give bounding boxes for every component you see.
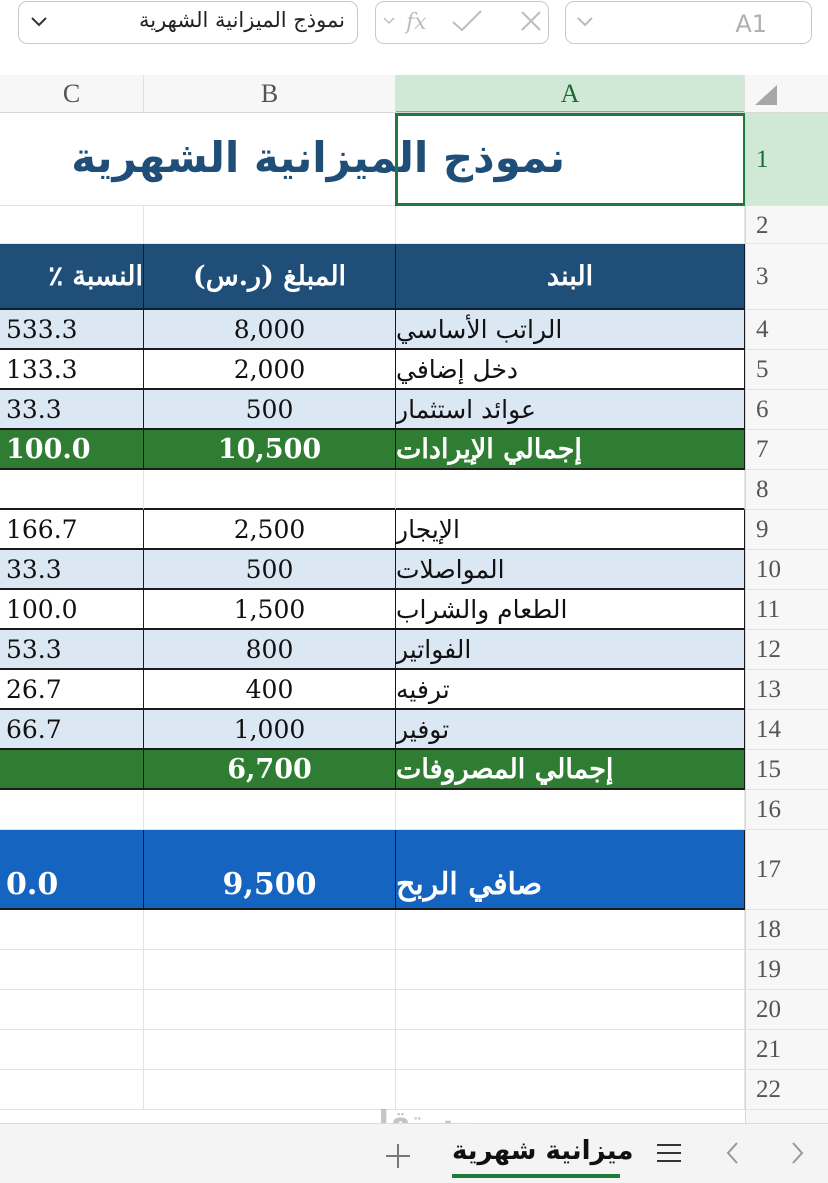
table-row [0,113,745,206]
header-item[interactable]: البند [396,244,745,310]
name-box[interactable] [565,1,812,44]
table-row [0,350,745,390]
percent-cell[interactable]: 166.7 [0,510,144,550]
table-row [0,510,745,550]
row-header[interactable]: 3 [746,244,828,310]
table-row [0,950,745,990]
amount-cell[interactable]: 500 [144,550,396,590]
row-header[interactable]: 16 [746,790,828,830]
percent-cell[interactable]: 33.3 [0,390,144,430]
item-cell[interactable]: إجمالي المصروفات [396,750,745,790]
expense-total-row [0,750,745,790]
table-row [0,630,745,670]
item-cell[interactable]: صافي الربح [396,830,745,910]
fx-icon[interactable]: fx [406,10,427,35]
table-row [0,590,745,630]
income-total-row [0,430,745,470]
table-row [0,790,745,830]
row-header[interactable]: 6 [746,390,828,430]
percent-cell[interactable]: 33.3 [0,550,144,590]
column-header-b[interactable]: B [144,75,396,113]
percent-cell[interactable]: 133.3 [0,350,144,390]
item-cell[interactable]: عوائد استثمار [396,390,745,430]
cell[interactable] [396,790,745,830]
header-amount[interactable]: المبلغ (ر.س) [144,244,396,310]
chevron-down-icon[interactable] [574,10,596,36]
function-box [375,1,549,44]
amount-cell[interactable]: 10,500 [144,430,396,470]
add-sheet-icon[interactable] [380,1138,416,1178]
cell[interactable] [0,990,144,1030]
row-header[interactable]: 2 [746,206,828,244]
percent-cell[interactable]: 66.7 [0,710,144,750]
cell[interactable] [396,990,745,1030]
cell[interactable] [144,206,396,244]
item-cell[interactable]: دخل إضافي [396,350,745,390]
cell[interactable] [0,1070,144,1110]
cell[interactable] [0,1030,144,1070]
percent-cell[interactable]: 100.0 [0,430,144,470]
amount-cell[interactable]: 800 [144,630,396,670]
row-headers [745,113,828,1123]
cell[interactable] [396,910,745,950]
item-cell[interactable]: إجمالي الإيرادات [396,430,745,470]
row-header[interactable]: 8 [746,470,828,510]
column-header-a[interactable]: A [396,75,745,113]
header-percent-text: النسبة ٪ [48,260,143,292]
table-header-row [0,244,745,310]
cell[interactable] [396,206,745,244]
chevron-down-icon[interactable] [28,10,50,36]
amount-cell[interactable]: 1,000 [144,710,396,750]
item-cell[interactable]: توفير [396,710,745,750]
cell[interactable] [144,950,396,990]
cell[interactable] [144,1070,396,1110]
item-cell[interactable]: الطعام والشراب [396,590,745,630]
item-cell[interactable]: المواصلات [396,550,745,590]
cell[interactable] [144,910,396,950]
amount-cell[interactable]: 9,500 [144,830,396,910]
amount-cell[interactable]: 500 [144,390,396,430]
cell[interactable] [144,790,396,830]
row-header[interactable]: 5 [746,350,828,390]
row-header[interactable]: 20 [746,990,828,1030]
percent-cell[interactable]: 100.0 [0,590,144,630]
formula-text: نموذج الميزانية الشهرية [138,8,345,32]
row-header[interactable]: 12 [746,630,828,670]
chevron-right-icon[interactable] [784,1138,810,1172]
sheet-tab-bar [0,1123,828,1183]
active-tab-indicator [452,1174,620,1178]
amount-cell[interactable]: 1,500 [144,590,396,630]
row-header[interactable]: 11 [746,590,828,630]
formula-input[interactable] [18,1,358,44]
cell[interactable] [0,470,144,510]
header-percent[interactable] [0,244,144,310]
table-row [0,550,745,590]
cell[interactable] [0,790,144,830]
amount-cell[interactable]: 2,500 [144,510,396,550]
cell[interactable] [396,1070,745,1110]
row-header[interactable]: 22 [746,1070,828,1110]
row-header[interactable]: 21 [746,1030,828,1070]
percent-cell[interactable] [0,750,144,790]
row-header[interactable]: 15 [746,750,828,790]
row-header[interactable]: 4 [746,310,828,350]
cell[interactable] [396,470,745,510]
chevron-left-icon[interactable] [720,1138,746,1172]
amount-cell[interactable]: 6,700 [144,750,396,790]
percent-cell[interactable]: 0.0 [0,830,144,910]
cell[interactable] [0,950,144,990]
table-row [0,310,745,350]
cell[interactable] [396,1030,745,1070]
table-row [0,390,745,430]
cell[interactable] [144,990,396,1030]
table-row [0,1070,745,1110]
table-row [0,710,745,750]
sheet-title: نموذج الميزانية الشهرية [71,133,565,182]
sheet-grid [0,113,745,1123]
chevron-down-icon[interactable] [382,12,396,31]
table-row [0,670,745,710]
amount-cell[interactable]: 2,000 [144,350,396,390]
row-header[interactable]: 10 [746,550,828,590]
item-cell[interactable]: ترفيه [396,670,745,710]
column-header-c[interactable]: C [0,75,144,113]
selected-cell-outline [395,113,745,206]
table-row [0,990,745,1030]
amount-cell[interactable]: 8,000 [144,310,396,350]
item-cell[interactable]: الإيجار [396,510,745,550]
row-header[interactable]: 18 [746,910,828,950]
sheet-tab-active[interactable]: ميزانية شهرية [452,1136,634,1166]
row-header[interactable]: 1 [746,113,828,206]
item-cell[interactable]: الفواتير [396,630,745,670]
amount-cell[interactable]: 400 [144,670,396,710]
formula-bar [0,0,828,52]
cell[interactable] [396,950,745,990]
row-header[interactable]: 17 [746,830,828,910]
item-cell[interactable]: الراتب الأساسي [396,310,745,350]
cancel-icon[interactable] [518,8,544,38]
cell-reference: A1 [735,10,767,38]
table-row [0,206,745,244]
cell[interactable] [144,470,396,510]
table-row [0,470,745,510]
cell[interactable] [144,1030,396,1070]
table-row [0,910,745,950]
percent-cell[interactable]: 533.3 [0,310,144,350]
select-all-corner[interactable] [745,75,828,113]
percent-cell[interactable]: 53.3 [0,630,144,670]
row-header[interactable]: 19 [746,950,828,990]
sheet-list-icon[interactable] [654,1138,684,1172]
cell[interactable] [0,206,144,244]
confirm-icon[interactable] [450,8,484,38]
cell[interactable] [0,910,144,950]
table-row [0,1030,745,1070]
row-header[interactable]: 7 [746,430,828,470]
row-header[interactable]: 13 [746,670,828,710]
row-header[interactable]: 14 [746,710,828,750]
row-header[interactable]: 9 [746,510,828,550]
net-profit-row [0,830,745,910]
percent-cell[interactable]: 26.7 [0,670,144,710]
